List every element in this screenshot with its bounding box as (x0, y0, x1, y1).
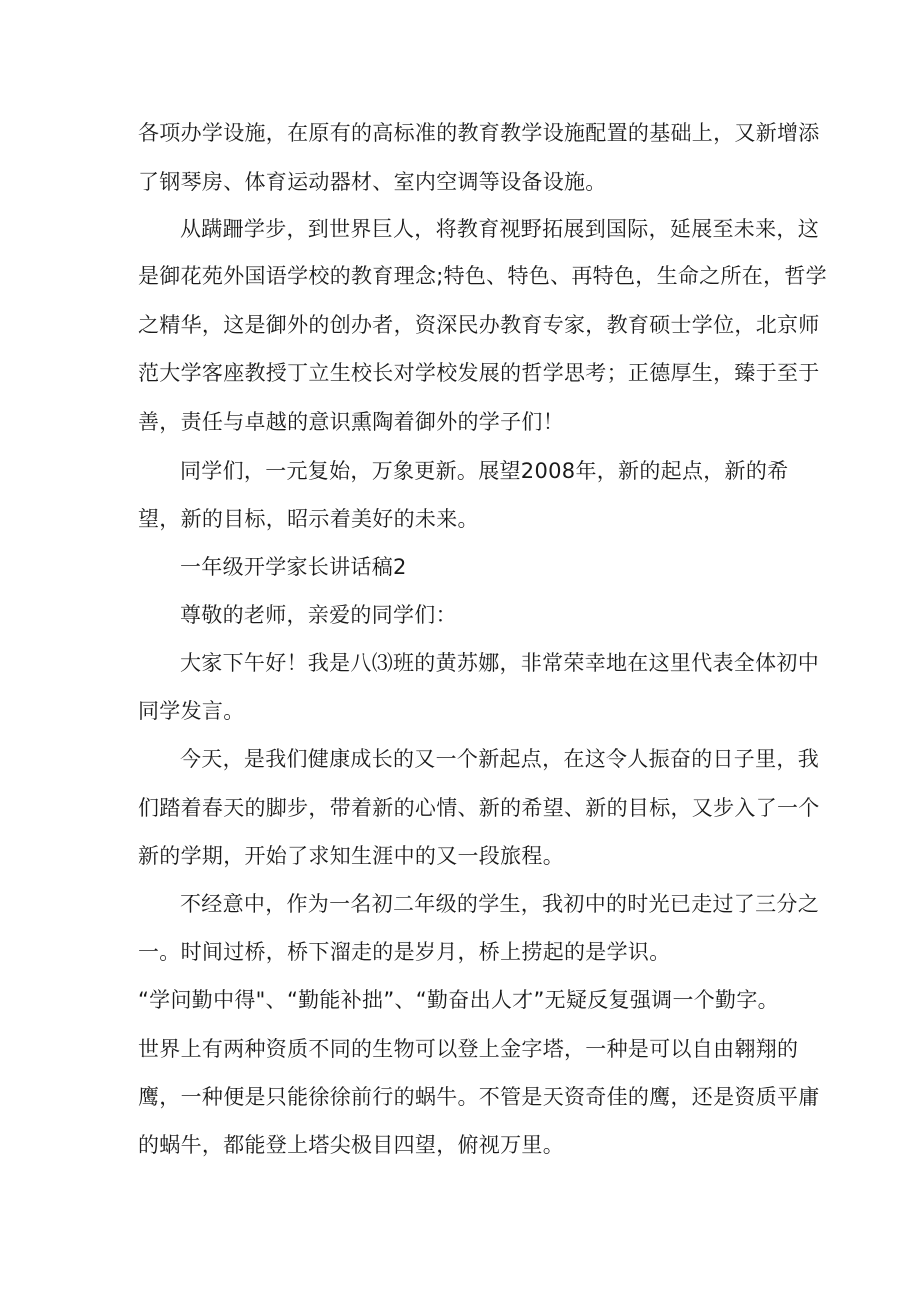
text-line: 从蹒跚学步，到世界巨人，将教育视野拓展到国际，延展至未来，这 (180, 217, 819, 241)
text-line: 的蜗牛，都能登上塔尖极目四望，俯视万里。 (138, 1133, 564, 1157)
text-line: 同学发言。 (138, 699, 245, 723)
text-line: “学问勤中得"、“勤能补拙”、“勤奋出人才”无疑反复强调一个勤字。 (138, 988, 779, 1012)
text-line: 之精华，这是御外的创办者，资深民办教育专家，教育硕士学位，北京师 (138, 313, 820, 337)
text-line: 今天，是我们健康成长的又一个新起点，在这令人振奋的日子里，我 (180, 747, 819, 771)
text-line: 各项办学设施，在原有的高标准的教育教学设施配置的基础上，又新增添 (138, 121, 820, 145)
text-line: 同学们，一元复始，万象更新。展望2008年，新的起点，新的希 (180, 459, 789, 483)
text-line: 世界上有两种资质不同的生物可以登上金字塔，一种是可以自由翱翔的 (138, 1037, 799, 1061)
text-line: 是御花苑外国语学校的教育理念;特色、特色、再特色，生命之所在，哲学 (138, 264, 827, 288)
text-line: 们踏着春天的脚步，带着新的心情、新的希望、新的目标，又步入了一个 (138, 796, 820, 820)
text-line: 了钢琴房、体育运动器材、室内空调等设备设施。 (138, 170, 607, 194)
greeting-line: 尊敬的老师，亲爱的同学们： (180, 603, 457, 627)
text-line: 一。时间过桥，桥下溜走的是岁月，桥上捞起的是学识。 (138, 940, 671, 964)
text-line: 望，新的目标，昭示着美好的未来。 (138, 507, 479, 531)
text-line: 范大学客座教授丁立生校长对学校发展的哲学思考；正德厚生，臻于至于 (138, 361, 820, 385)
text-line: 善，责任与卓越的意识熏陶着御外的学子们！ (138, 410, 564, 434)
text-line: 鹰，一种便是只能徐徐前行的蜗牛。不管是天资奇佳的鹰，还是资质平庸 (138, 1085, 820, 1109)
text-line: 不经意中，作为一名初二年级的学生，我初中的时光已走过了三分之 (180, 892, 819, 916)
section-heading: 一年级开学家长讲话稿2 (180, 555, 407, 579)
text-line: 新的学期，开始了求知生涯中的又一段旅程。 (138, 844, 564, 868)
text-line: 大家下午好！我是八⑶班的黄苏娜，非常荣幸地在这里代表全体初中 (180, 651, 819, 675)
